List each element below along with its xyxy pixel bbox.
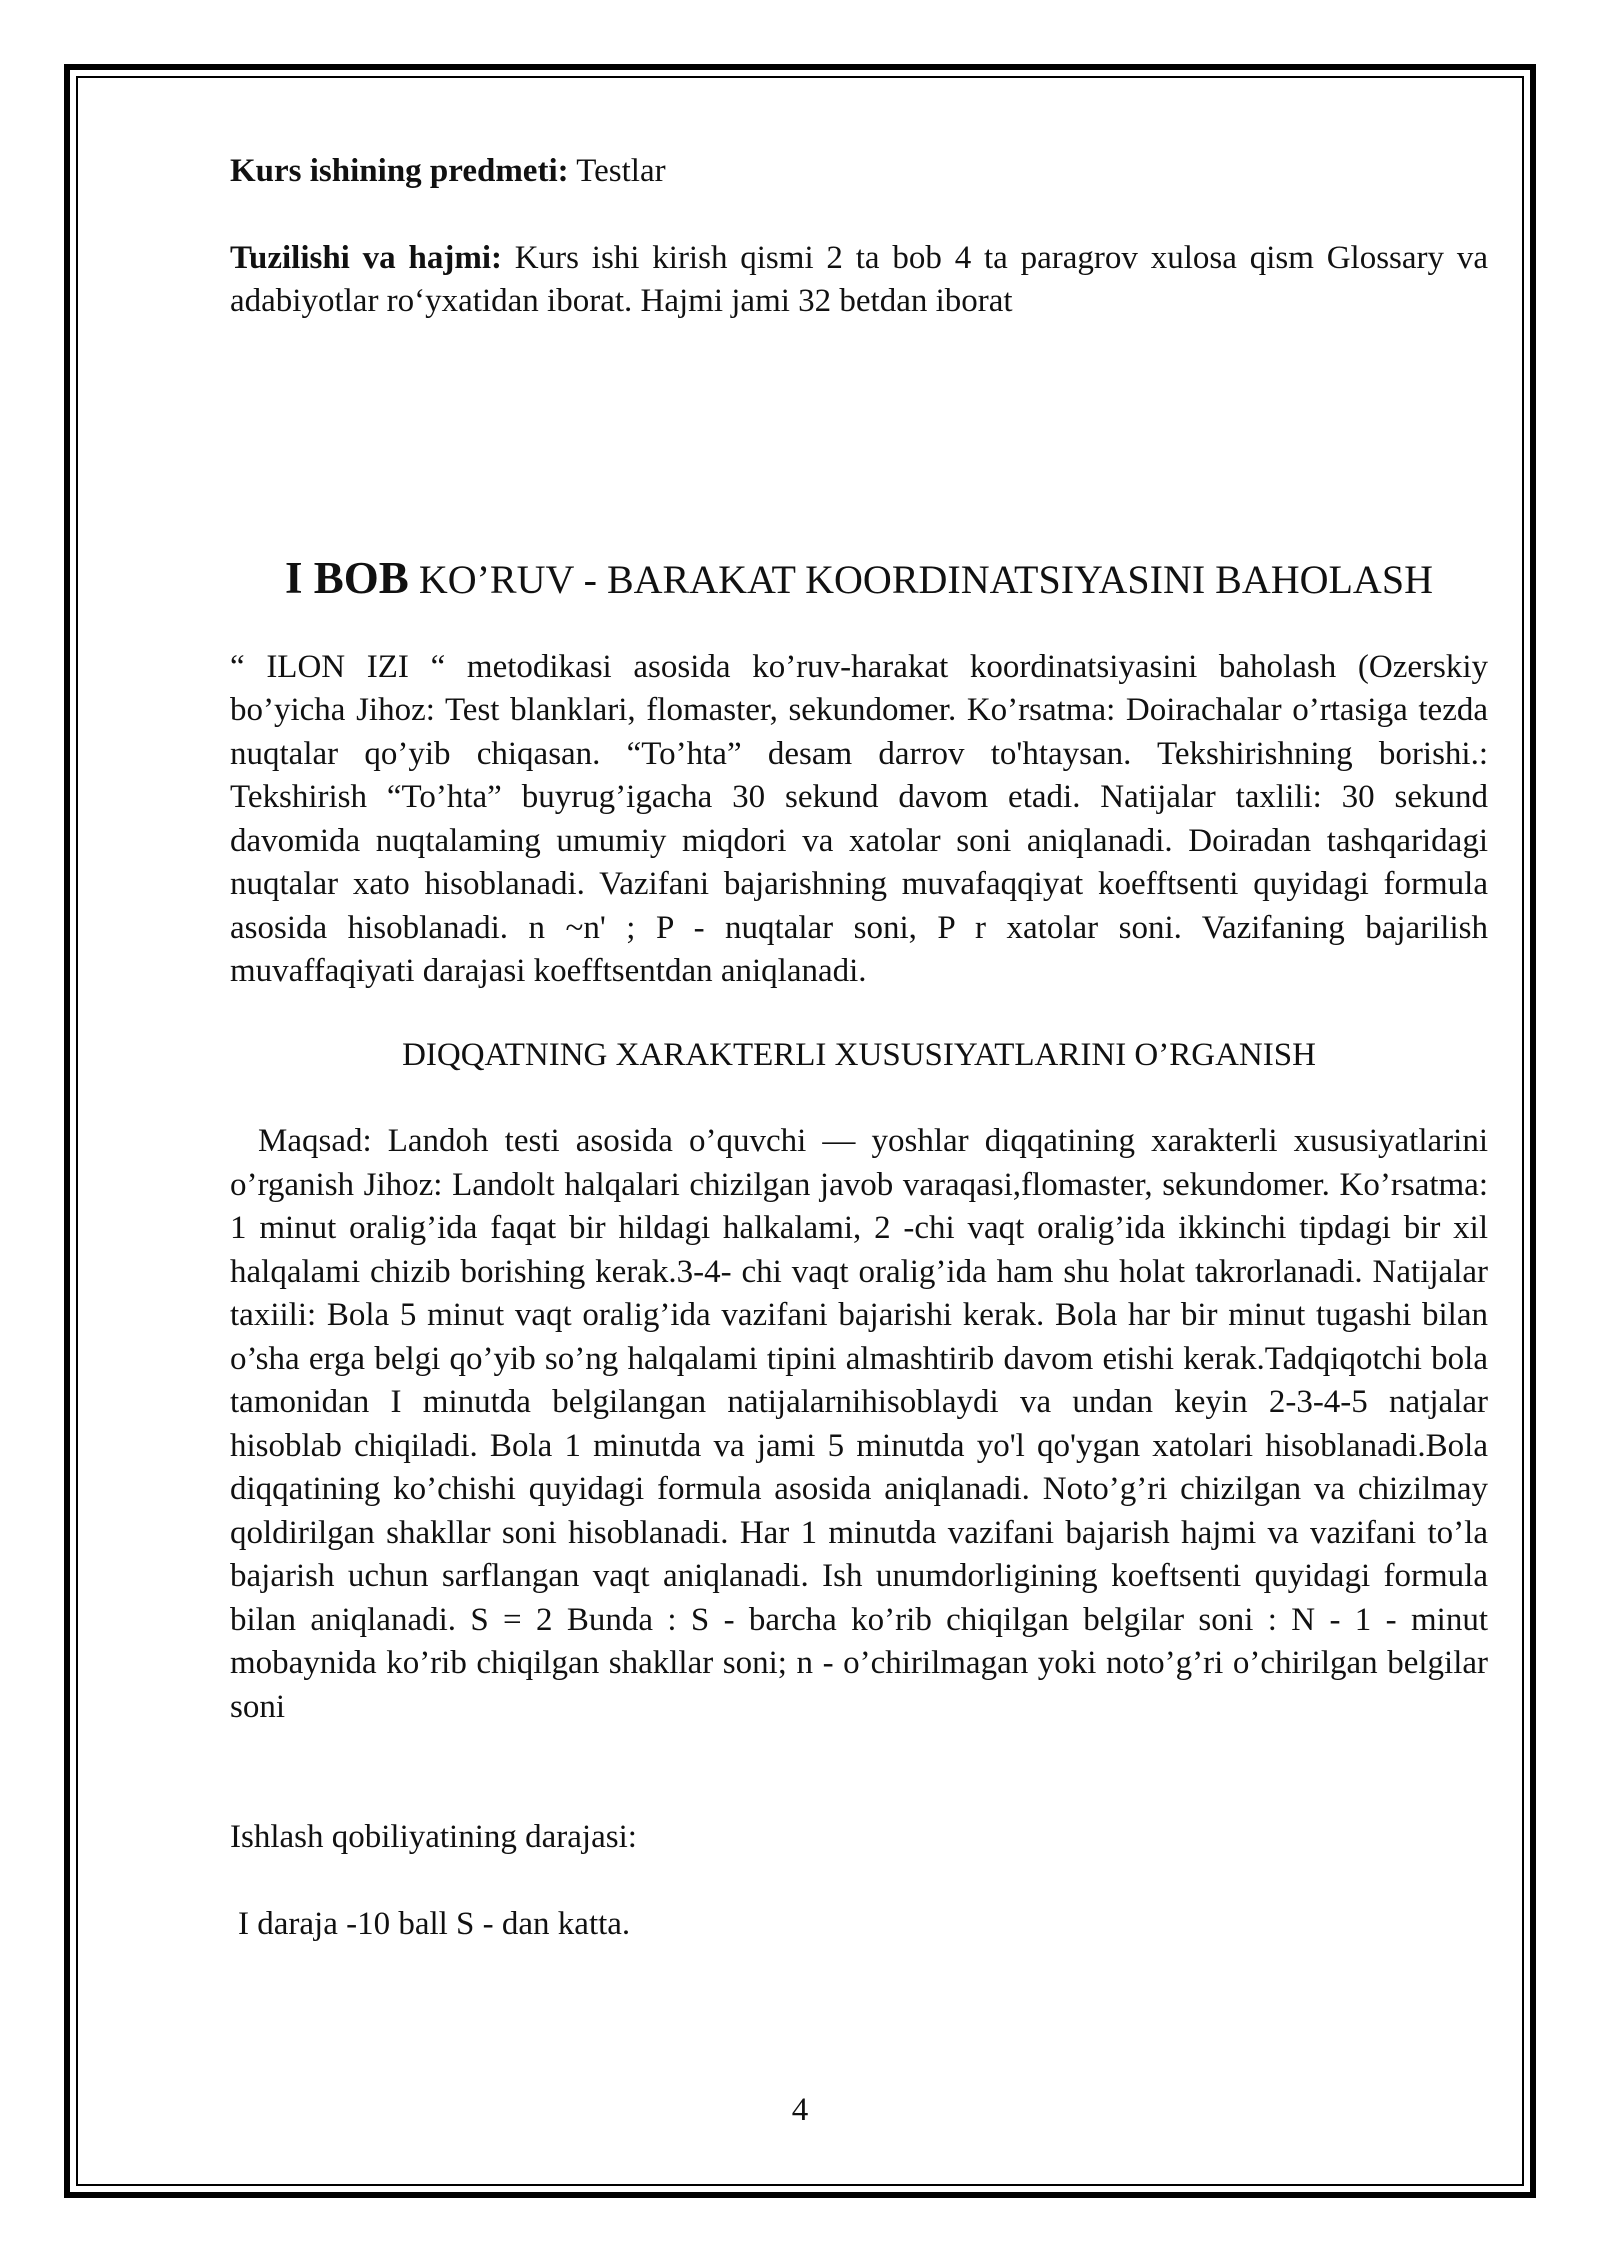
chapter-title — [230, 552, 1488, 606]
maqsad-paragraph: Maqsad: Landoh testi asosida o’quvchi — yoshlar diqqatining xarakterli xususiyatlarini o’rganish Jihoz: Landolt halqalari chizilgan javob varaqasi,flomaster, sekundomer. Ko’rsatma: 1 minut oralig’ida faqat bir hildagi halkalami, 2 -chi vaqt oralig’ida ikkinchi tipdagi bir xil halqalami chizib borishing kerak.3-4- chi vaqt oralig’ida ham shu holat takrorlanadi. Natijalar taxiili: Bola 5 minut vaqt oralig’ida vazifani bajarishi kerak. Bola har bir minut tugashi bilan o’sha erga belgi qo’yib so’ng halqalami tipini almashtirib davom etishi kerak.Tadqiqotchi bola tamonidan I minutda belgilangan natijalarnihisoblaydi va undan keyin 2-3-4-5 natjalar hisoblab chiqiladi. Bola 1 minutda va jami 5 minutda yo'l qo'ygan xatolari hisoblanadi.Bola diqqatining ko’chishi quyidagi formula asosida aniqlanadi. Noto’g’ri chizilgan va chizilmay qoldirilgan shakllar soni hisoblanadi. Har 1 minutda vazifani bajarish hajmi va vazifani to’la bajarish uchun sarflangan vaqt aniqlanadi. Ish unumdorligining koeftsenti quyidagi formula bilan aniqlanadi. S = 2 Bunda : S - barcha ko’rib chiqilgan belgilar soni : N - 1 - minut mobaynida ko’rib chiqilgan shakllar soni; n - o’chirilmagan yoki noto’g’ri o’chirilgan belgilar soni — [230, 1123, 1488, 1725]
chapter-number: I BOB — [285, 552, 409, 603]
course-structure-value: Kurs ishi kirish qismi 2 ta bob 4 ta paragrov xulosa qism Glossary va adabiyotlar ro‘yxatidan iborat. Hajmi jami 32 betdan iborat — [230, 239, 1488, 319]
ability-level-1: I daraja -10 ball S - dan katta. — [238, 1905, 631, 1942]
page-number: 4 — [791, 2092, 809, 2128]
ilon-izi-paragraph: “ ILON IZI “ metodikasi asosida ko’ruv-harakat koordinatsiyasini baholash (Ozerskiy bo’yicha Jihoz: Test blanklari, flomaster, sekundomer. Ko’rsatma: Doirachalar o’rtasiga tezda nuqtalar qo’yib chiqasan. “To’hta” desam darrov to'htaysan. Tekshirishning borishi.: Tekshirish “To’hta” buyrug’igacha 30 sekund davom etadi. Natijalar taxlili: 30 sekund davomida nuqtalaming umumiy miqdori va xatolar soni aniqlanadi. Doiradan tashqaridagi nuqtalar xato hisoblanadi. Vazifani bajarishning muvafaqqiyat koefftsenti quyidagi formula asosida hisoblanadi. n ~n' ; P - nuqtalar soni, P r xatolar soni. Vazifaning bajarilish muvaffaqiyati darajasi koefftsentdan aniqlanadi. — [230, 648, 1488, 989]
section-title: DIQQATNING XARAKTERLI XUSUSIYATLARINI O’RGANISH — [402, 1036, 1316, 1073]
course-subject-value: Testlar — [568, 153, 666, 189]
course-structure-label: Tuzilishi va hajmi: — [230, 239, 502, 276]
page-content — [230, 150, 1488, 1946]
chapter-title-text: KO’RUV - BARAKAT KOORDINATSIYASINI BAHOLASH — [408, 556, 1433, 602]
ability-heading: Ishlash qobiliyatining darajasi: — [230, 1819, 637, 1855]
course-subject-line — [230, 150, 1488, 194]
course-subject-label: Kurs ishining predmeti: — [230, 153, 569, 189]
course-structure-paragraph — [230, 237, 1488, 324]
